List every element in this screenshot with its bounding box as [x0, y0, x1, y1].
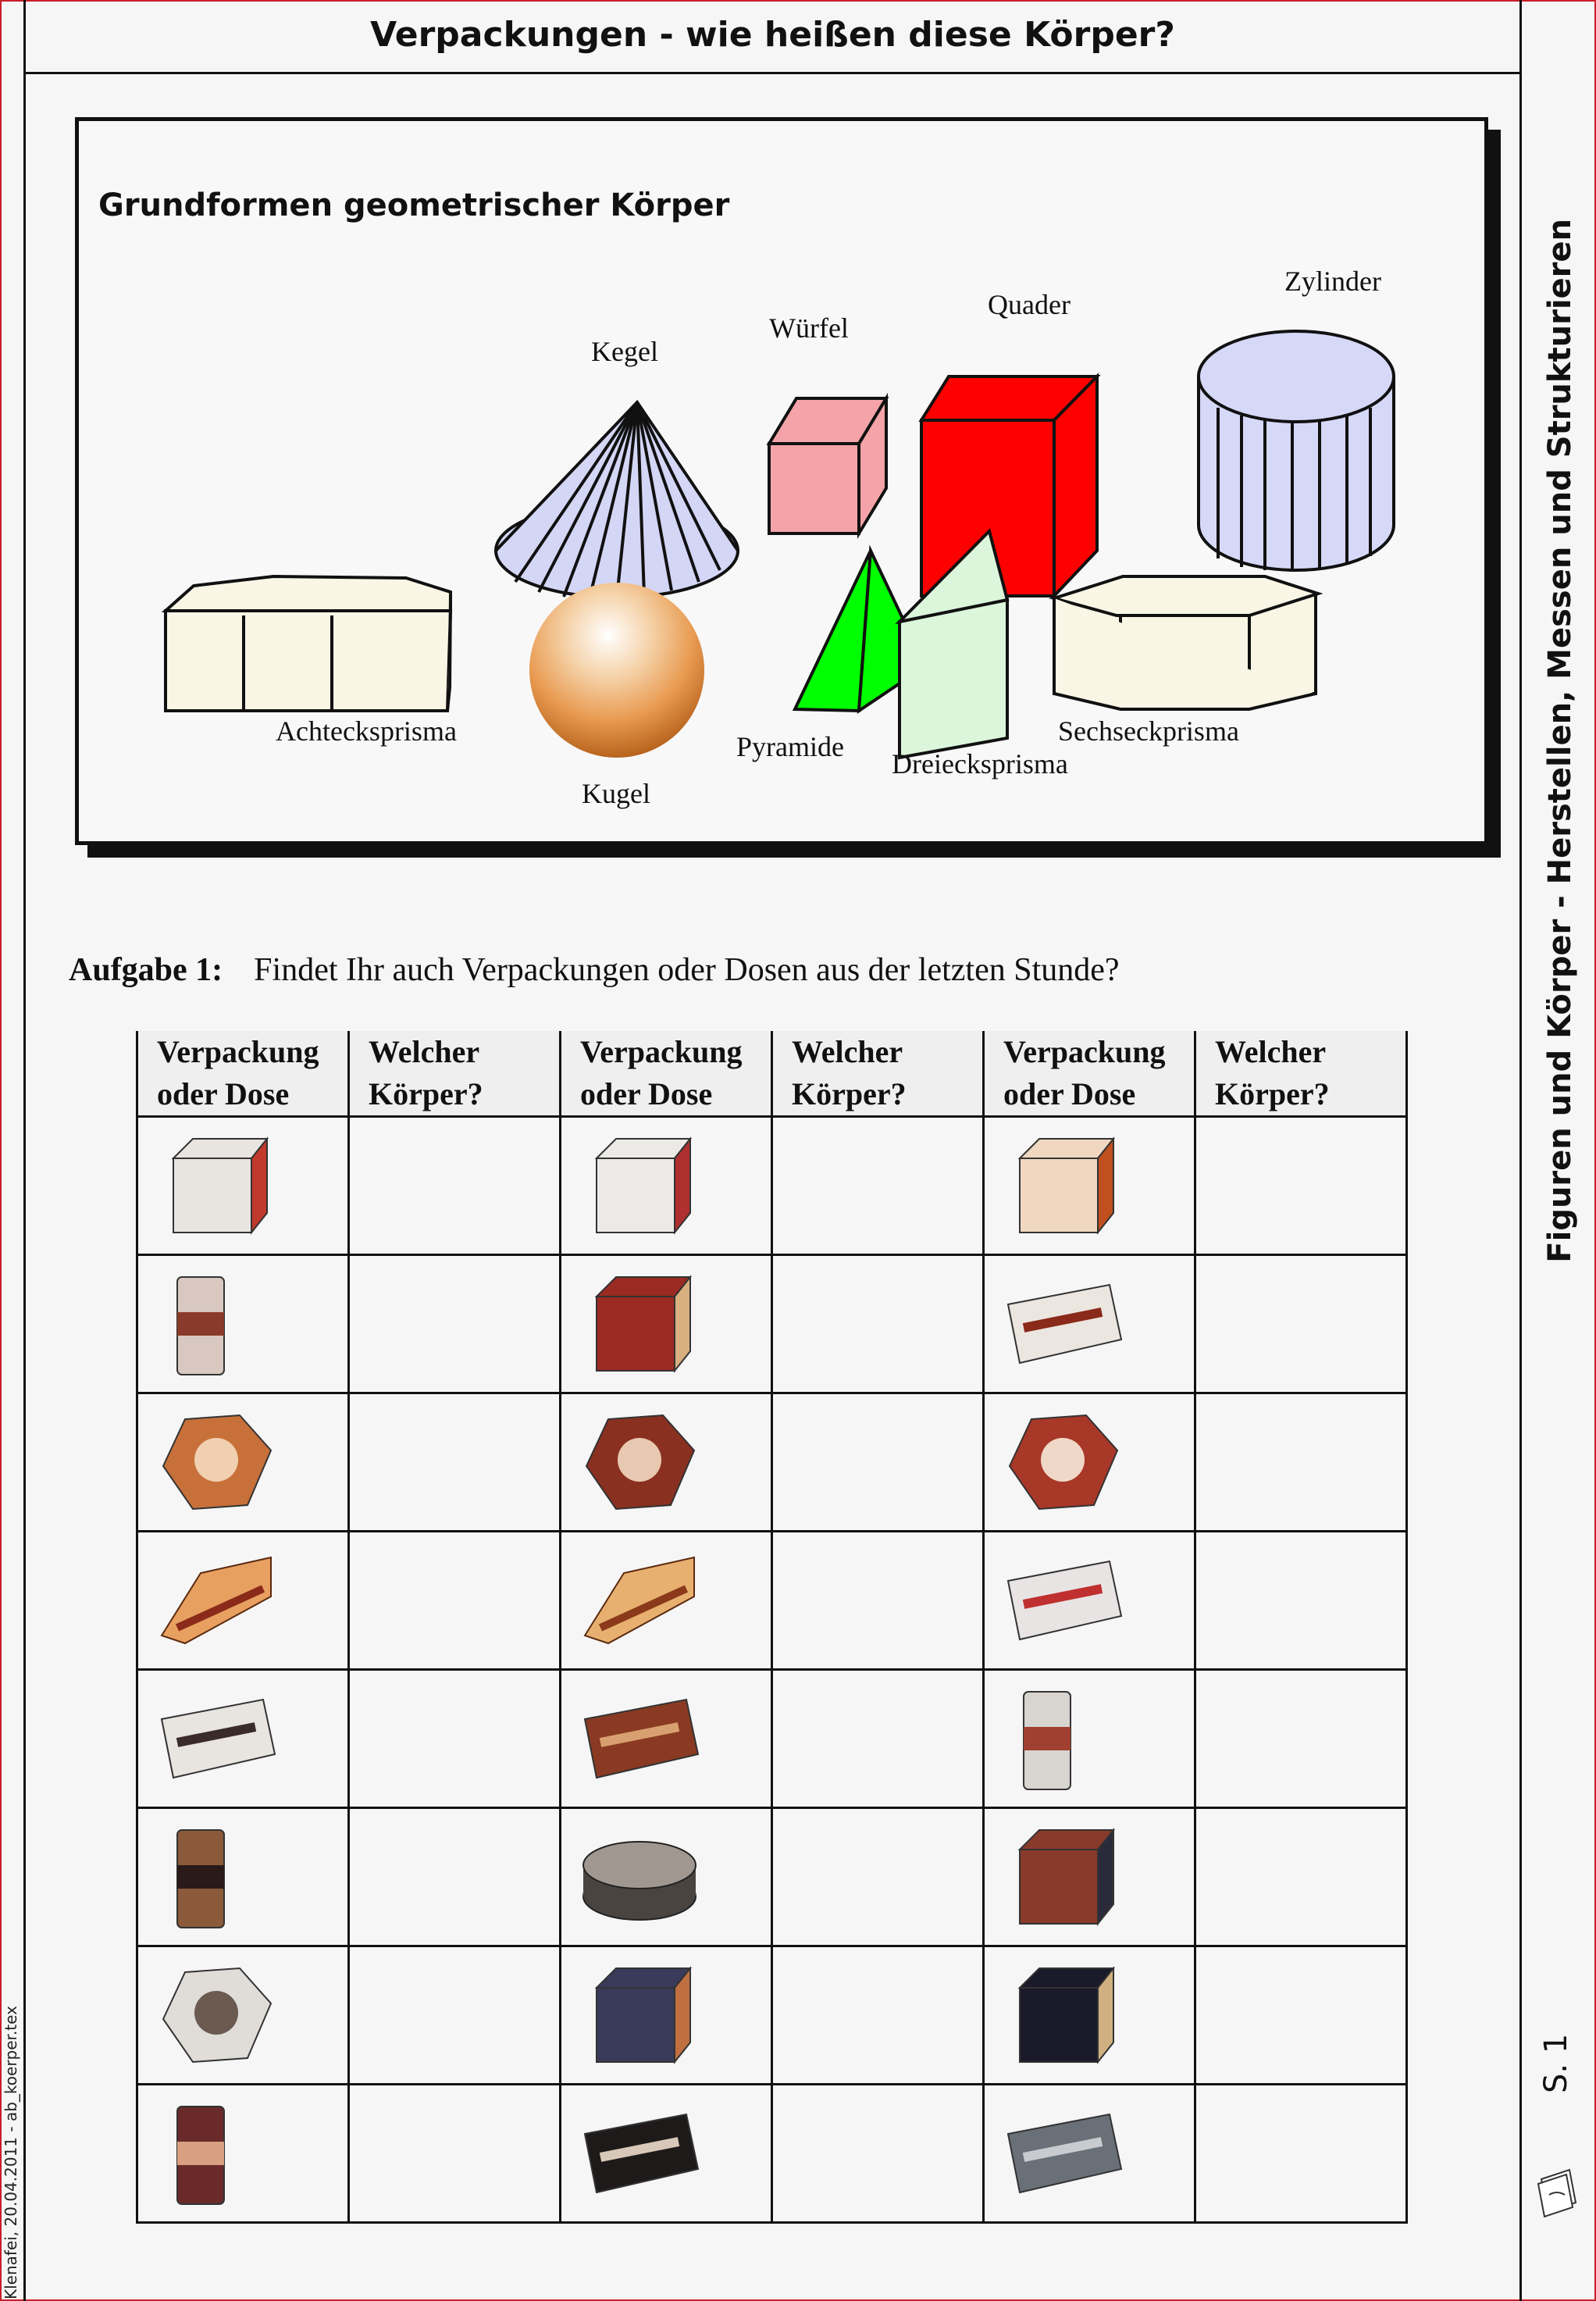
packaging-cell [561, 1670, 772, 1808]
packaging-cell [984, 1670, 1195, 1808]
packaging-cell [137, 1670, 349, 1808]
packaging-cell [561, 2085, 772, 2223]
table-row [137, 1532, 1407, 1670]
kinder-box-icon [154, 1265, 279, 1382]
answer-cell[interactable] [349, 1117, 561, 1255]
packaging-cell [984, 2085, 1195, 2223]
label-quader: Quader [988, 289, 1071, 320]
paper-stack-icon [1535, 2156, 1582, 2218]
round-tin-dark-icon [577, 1818, 702, 1935]
packaging-cell [561, 1117, 772, 1255]
page-title: Verpackungen - wie heißen diese Körper? [370, 15, 1175, 55]
table-header-row [137, 1031, 1407, 1117]
schoko-bons-box-icon [154, 1680, 279, 1797]
answer-cell[interactable] [1195, 1117, 1407, 1255]
answer-cell[interactable] [1195, 1532, 1407, 1670]
answer-cell[interactable] [349, 1255, 561, 1393]
answer-cell[interactable] [772, 1532, 984, 1670]
table-row [137, 1255, 1407, 1393]
table-row [137, 2085, 1407, 2223]
col-header-body-3: Welcher Körper? [1195, 1031, 1407, 1117]
answer-cell[interactable] [349, 1808, 561, 1946]
packaging-cell [137, 1255, 349, 1393]
label-kugel: Kugel [582, 778, 650, 809]
packaging-cell [984, 1255, 1195, 1393]
cone-shape [496, 402, 738, 598]
label-zylinder: Zylinder [1284, 266, 1381, 297]
packaging-cell [137, 1808, 349, 1946]
packaging-cell [561, 1808, 772, 1946]
answer-cell[interactable] [1195, 1255, 1407, 1393]
square-tin-blue-icon [577, 1957, 702, 2074]
label-achtecksprisma: Achtecksprisma [276, 715, 457, 747]
gift-box-white-2-icon [577, 1127, 702, 1244]
packaging-cell [137, 1117, 349, 1255]
hexagon-box-red-icon [1000, 1404, 1125, 1521]
kamille-tea-box-icon [1000, 1542, 1125, 1659]
answer-cell[interactable] [349, 1946, 561, 2085]
packaging-cell [137, 2085, 349, 2223]
answer-cell[interactable] [1195, 2085, 1407, 2223]
answer-cell[interactable] [772, 1670, 984, 1808]
packaging-cell [561, 1255, 772, 1393]
packaging-cell [561, 1532, 772, 1670]
packaging-cell [561, 1393, 772, 1532]
packaging-table [136, 1031, 1408, 2224]
table-row [137, 1946, 1407, 2085]
tall-tube-icon [154, 1818, 279, 1935]
answer-cell[interactable] [1195, 1393, 1407, 1532]
label-dreiecksprisma: Dreiecksprisma [892, 748, 1068, 779]
packaging-cell [137, 1946, 349, 2085]
label-sechsecksprisma: Sechseckprisma [1058, 715, 1239, 747]
label-wuerfel: Würfel [769, 312, 849, 344]
col-header-packaging-1: Verpackung oder Dose [137, 1031, 349, 1117]
packaging-cell [984, 1117, 1195, 1255]
table-row [137, 1670, 1407, 1808]
page-number: S. 1 [1538, 2033, 1574, 2093]
hexagon-box-orange-icon [154, 1404, 279, 1521]
task-label: Aufgabe 1: [69, 952, 223, 988]
answer-cell[interactable] [772, 2085, 984, 2223]
toblerone-long-icon [154, 1542, 279, 1659]
answer-cell[interactable] [772, 1946, 984, 2085]
label-pyramide: Pyramide [736, 731, 844, 762]
answer-cell[interactable] [349, 1670, 561, 1808]
answer-cell[interactable] [772, 1255, 984, 1393]
flat-brown-box-icon [577, 1680, 702, 1797]
octagon-tin-white-icon [154, 1957, 279, 2074]
sphere-shape [529, 583, 704, 758]
packaging-cell [984, 1946, 1195, 2085]
answer-cell[interactable] [772, 1393, 984, 1532]
answer-cell[interactable] [1195, 1946, 1407, 2085]
packaging-cell [137, 1393, 349, 1532]
geometric-shapes-figure [78, 125, 1476, 828]
packaging-cell [984, 1532, 1195, 1670]
task-text: Findet Ihr auch Verpackungen oder Dosen aus der letzten Stunde? [254, 952, 1120, 988]
gift-box-white-icon [154, 1127, 279, 1244]
packaging-cell [561, 1946, 772, 2085]
answer-cell[interactable] [349, 1393, 561, 1532]
fruit-garden-can-icon [1000, 1680, 1125, 1797]
packaging-cell [984, 1808, 1195, 1946]
amicelli-box-icon [1000, 1265, 1125, 1382]
tea-tin-black-icon [1000, 1957, 1125, 2074]
answer-cell[interactable] [1195, 1808, 1407, 1946]
table-row [137, 1393, 1407, 1532]
answer-cell[interactable] [349, 2085, 561, 2223]
answer-cell[interactable] [772, 1117, 984, 1255]
black-tin-box-icon [577, 2095, 702, 2212]
table-row [137, 1808, 1407, 1946]
house-tin-icon [1000, 1818, 1125, 1935]
task-1 [69, 951, 1120, 989]
right-margin-line [1519, 0, 1522, 2301]
hexagonal-prism-shape [1054, 576, 1318, 709]
sidebar-title: Figuren und Körper - Herstellen, Messen und Strukturieren [1542, 219, 1578, 1263]
octagon-box-red-icon [577, 1404, 702, 1521]
footer-note: Klenafei, 20.04.2011 - ab_koerper.tex [2, 2006, 20, 2299]
packaging-cell [984, 1393, 1195, 1532]
octagonal-prism-shape [166, 576, 451, 711]
label-kegel: Kegel [591, 336, 658, 367]
trapezoid-box-orange-icon [1000, 1127, 1125, 1244]
cylinder-shape [1199, 331, 1394, 570]
dotted-storage-box-icon [1000, 2095, 1125, 2212]
col-header-packaging-3: Verpackung oder Dose [984, 1031, 1195, 1117]
col-header-body-2: Welcher Körper? [772, 1031, 984, 1117]
page-header [26, 0, 1519, 74]
left-margin-line [23, 0, 26, 2301]
col-header-packaging-2: Verpackung oder Dose [561, 1031, 772, 1117]
col-header-body-1: Welcher Körper? [349, 1031, 561, 1117]
cuboid-shape [921, 376, 1097, 596]
toblerone-short-icon [577, 1542, 702, 1659]
cube-shape [769, 398, 886, 533]
red-gift-box-icon [577, 1265, 702, 1382]
shapes-box-title: Grundformen geometrischer Körper [98, 187, 730, 223]
answer-cell[interactable] [349, 1532, 561, 1670]
packaging-cell [137, 1532, 349, 1670]
answer-cell[interactable] [1195, 1670, 1407, 1808]
answer-cell[interactable] [772, 1808, 984, 1946]
bag-shaped-box-icon [154, 2095, 279, 2212]
table-row [137, 1117, 1407, 1255]
